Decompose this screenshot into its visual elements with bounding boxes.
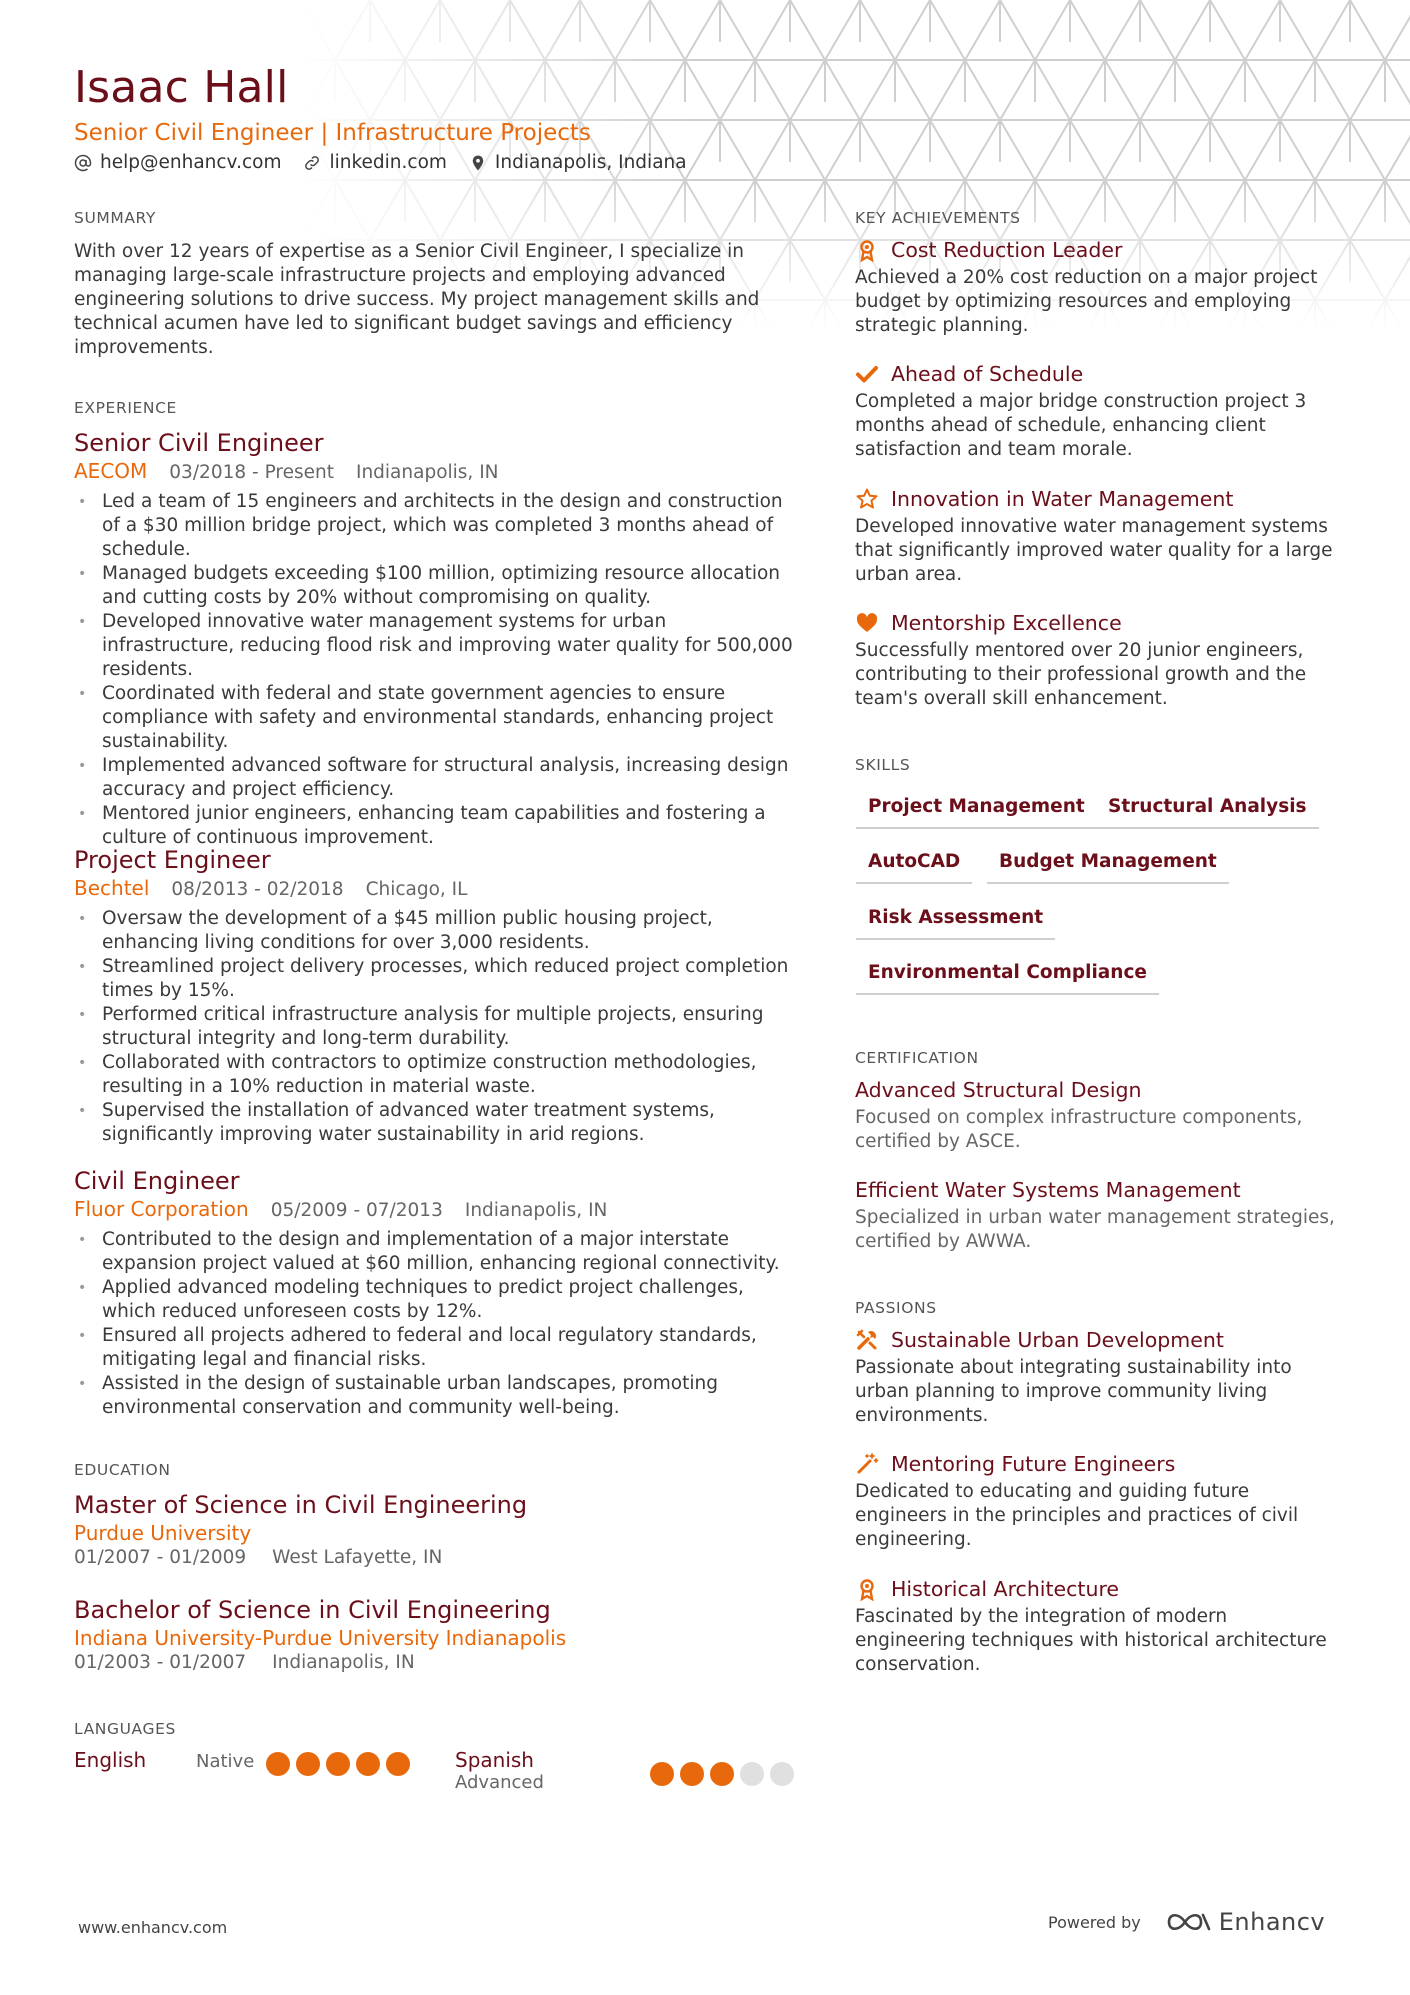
achievement-title: Mentorship Excellence — [891, 611, 1122, 635]
achievements-heading: KEY ACHIEVEMENTS — [855, 209, 1021, 227]
link-icon — [303, 154, 321, 172]
achievement-item — [855, 609, 1335, 711]
job-dates: 03/2018 - Present — [169, 462, 334, 483]
rating-dot — [266, 1752, 290, 1776]
magic-wand-icon — [855, 1452, 879, 1476]
achievement-desc: Successfully mentored over 20 junior engineers, contributing to their professional growth and the team's overall skill enhancement. — [855, 640, 1307, 709]
rating-dot — [326, 1752, 350, 1776]
cert-title: Advanced Structural Design — [855, 1078, 1142, 1102]
headline: Senior Civil Engineer | Infrastructure Projects — [74, 120, 591, 146]
passion-title-row — [855, 1326, 1335, 1354]
passion-item — [855, 1450, 1335, 1552]
cert-desc: Focused on complex infrastructure components, certified by ASCE. — [855, 1107, 1303, 1152]
achievement-title: Ahead of Schedule — [891, 362, 1084, 386]
job-bullet: • Led a team of 15 engineers and architects in the design and construction of a $30 million bridge project, which was completed 3 months ahead of schedule. — [74, 490, 799, 562]
job-bullet: • Developed innovative water management systems for urban infrastructure, reducing flood risk and improving water quality for 500,000 residents. — [74, 610, 799, 682]
brand-name: Enhancv — [1218, 1908, 1326, 1936]
achievement-title-row — [855, 609, 1335, 637]
location-text: Indianapolis, Indiana — [494, 152, 687, 173]
achievement-desc: Achieved a 20% cost reduction on a major project budget by optimizing resources and employing strategic planning. — [855, 267, 1318, 336]
job-bullets — [74, 490, 799, 850]
job-location: Chicago, IL — [365, 879, 468, 900]
edu-degree: Master of Science in Civil Engineering — [74, 1491, 528, 1519]
edu-degree: Bachelor of Science in Civil Engineering — [74, 1596, 551, 1624]
job-dates: 05/2009 - 07/2013 — [270, 1200, 443, 1221]
language-name: English — [74, 1748, 147, 1772]
language-item — [455, 1748, 544, 1793]
job-bullet: • Ensured all projects adhered to federal and local regulatory standards, mitigating legal and financial risks. — [74, 1324, 799, 1372]
skill-tag: Budget Management — [987, 851, 1229, 884]
achievement-desc: Completed a major bridge construction project 3 months ahead of schedule, enhancing client satisfaction and team morale. — [855, 391, 1307, 460]
skill-tag: Risk Assessment — [856, 907, 1055, 940]
job-bullet: • Supervised the installation of advanced water treatment systems, significantly improving water sustainability in arid regions. — [74, 1099, 799, 1147]
check-icon — [855, 362, 879, 386]
linkedin-text: linkedin.com — [329, 152, 447, 173]
map-pin-icon — [469, 154, 487, 172]
at-icon — [74, 154, 92, 172]
job-meta — [74, 458, 799, 486]
footer-website[interactable]: www.enhancv.com — [78, 1918, 228, 1937]
passion-item — [855, 1326, 1335, 1428]
achievement-title-row — [855, 360, 1335, 388]
brand-logo[interactable] — [1165, 1908, 1325, 1936]
achievement-title: Cost Reduction Leader — [891, 238, 1123, 262]
skill-tag: Structural Analysis — [1096, 796, 1319, 829]
skill-tag: Environmental Compliance — [856, 962, 1159, 995]
contact-location — [469, 152, 687, 173]
experience-heading: EXPERIENCE — [74, 399, 177, 417]
achievement-title-row — [855, 236, 1335, 264]
rating-dot — [296, 1752, 320, 1776]
job-title: Senior Civil Engineer — [74, 429, 324, 457]
cert-title: Efficient Water Systems Management — [855, 1178, 1241, 1202]
job-bullet: • Streamlined project delivery processes, which reduced project completion times by 15%. — [74, 955, 799, 1003]
tools-icon — [855, 1328, 879, 1352]
job-company: Fluor Corporation — [74, 1197, 249, 1221]
job-entry — [74, 1166, 799, 1420]
certification-item — [855, 1076, 1335, 1154]
job-title: Civil Engineer — [74, 1167, 240, 1195]
rating-dot — [356, 1752, 380, 1776]
job-entry — [74, 845, 799, 1147]
language-name: Spanish — [455, 1748, 534, 1772]
job-bullet: • Coordinated with federal and state government agencies to ensure compliance with safety and environmental standards, enhancing project sustainability. — [74, 682, 799, 754]
job-bullet: • Applied advanced modeling techniques to predict project challenges, which reduced unforeseen costs by 12%. — [74, 1276, 799, 1324]
achievement-title: Innovation in Water Management — [891, 487, 1234, 511]
education-entry — [74, 1490, 794, 1570]
language-item — [74, 1748, 146, 1772]
passion-desc: Dedicated to educating and guiding future engineers in the principles and practices of civil engineering. — [855, 1481, 1299, 1550]
passion-item — [855, 1575, 1335, 1677]
summary-text: With over 12 years of expertise as a Senior Civil Engineer, I specialize in managing large-scale infrastructure projects and employing advanced engineering solutions to drive success. My project management skills and technical acumen have led to significant budget savings and efficiency improvements. — [74, 241, 760, 358]
contact-email[interactable] — [74, 152, 281, 173]
edu-meta — [74, 1546, 794, 1570]
edu-meta — [74, 1651, 794, 1675]
language-level-wrap — [196, 1751, 254, 1772]
powered-by-text: Powered by — [1048, 1912, 1141, 1932]
achievement-item — [855, 236, 1335, 338]
passion-title-row — [855, 1575, 1335, 1603]
job-location: Indianapolis, IN — [464, 1200, 608, 1221]
passion-title: Mentoring Future Engineers — [891, 1452, 1176, 1476]
edu-dates: 01/2003 - 01/2007 — [74, 1652, 247, 1673]
job-company: Bechtel — [74, 876, 150, 900]
edu-dates: 01/2007 - 01/2009 — [74, 1547, 247, 1568]
email-text: help@enhancv.com — [100, 152, 282, 173]
job-bullet: • Oversaw the development of a $45 million public housing project, enhancing living conditions for over 3,000 residents. — [74, 907, 799, 955]
job-bullet: • Mentored junior engineers, enhancing team capabilities and fostering a culture of continuous improvement. — [74, 802, 799, 850]
language-rating — [266, 1752, 410, 1776]
award-icon — [855, 1577, 879, 1601]
job-entry — [74, 428, 799, 850]
heart-icon — [855, 611, 879, 635]
certification-item — [855, 1176, 1335, 1254]
job-title: Project Engineer — [74, 846, 271, 874]
passion-title: Historical Architecture — [891, 1577, 1120, 1601]
job-bullet: • Implemented advanced software for structural analysis, increasing design accuracy and project efficiency. — [74, 754, 799, 802]
candidate-name: Isaac Hall — [74, 62, 289, 113]
job-bullet: • Collaborated with contractors to optimize construction methodologies, resulting in a 10% reduction in material waste. — [74, 1051, 799, 1099]
job-meta — [74, 875, 799, 903]
job-bullet: • Performed critical infrastructure analysis for multiple projects, ensuring structural integrity and long-term durability. — [74, 1003, 799, 1051]
cert-desc: Specialized in urban water management strategies, certified by AWWA. — [855, 1207, 1335, 1252]
job-bullets — [74, 907, 799, 1147]
edu-location: West Lafayette, IN — [272, 1547, 443, 1568]
job-company: AECOM — [74, 459, 148, 483]
job-location: Indianapolis, IN — [355, 462, 499, 483]
rating-dot — [650, 1762, 674, 1786]
edu-location: Indianapolis, IN — [272, 1652, 415, 1673]
languages-heading: LANGUAGES — [74, 1720, 176, 1738]
language-rating — [650, 1762, 794, 1786]
passions-heading: PASSIONS — [855, 1299, 937, 1317]
rating-dot — [770, 1762, 794, 1786]
rating-dot — [740, 1762, 764, 1786]
enhancv-logo-icon — [1165, 1909, 1211, 1935]
skills-heading: SKILLS — [855, 756, 911, 774]
achievement-desc: Developed innovative water management systems that significantly improved water quality for a large urban area. — [855, 516, 1333, 585]
achievement-title-row — [855, 485, 1335, 513]
passion-title: Sustainable Urban Development — [891, 1328, 1224, 1352]
rating-dot — [710, 1762, 734, 1786]
job-meta — [74, 1196, 799, 1224]
education-heading: EDUCATION — [74, 1461, 171, 1479]
rating-dot — [386, 1752, 410, 1776]
language-level: Native — [196, 1751, 255, 1772]
job-bullet: • Assisted in the design of sustainable urban landscapes, promoting environmental conservation and community well-being. — [74, 1372, 799, 1420]
award-icon — [855, 238, 879, 262]
education-entry — [74, 1595, 794, 1675]
skill-tag: Project Management — [856, 796, 1097, 829]
contact-linkedin[interactable] — [303, 152, 446, 173]
footer-brand — [1048, 1908, 1325, 1936]
star-icon — [855, 487, 879, 511]
job-bullet: • Managed budgets exceeding $100 million, optimizing resource allocation and cutting costs by 20% without compromising on quality. — [74, 562, 799, 610]
summary-heading: SUMMARY — [74, 209, 156, 227]
achievement-item — [855, 360, 1335, 462]
edu-school: Indiana University-Purdue University Indianapolis — [74, 1626, 567, 1650]
contact-bar — [74, 152, 687, 173]
job-bullet: • Contributed to the design and implementation of a major interstate expansion project valued at $60 million, enhancing regional connectivity. — [74, 1228, 799, 1276]
passion-title-row — [855, 1450, 1335, 1478]
passion-desc: Fascinated by the integration of modern engineering techniques with historical architecture conservation. — [855, 1606, 1327, 1675]
edu-school: Purdue University — [74, 1521, 252, 1545]
skill-tag: AutoCAD — [856, 851, 972, 884]
job-dates: 08/2013 - 02/2018 — [171, 879, 344, 900]
achievement-item — [855, 485, 1335, 587]
passion-desc: Passionate about integrating sustainability into urban planning to improve community living environments. — [855, 1357, 1292, 1426]
job-bullets — [74, 1228, 799, 1420]
certification-heading: CERTIFICATION — [855, 1049, 979, 1067]
language-level: Advanced — [455, 1772, 544, 1793]
rating-dot — [680, 1762, 704, 1786]
